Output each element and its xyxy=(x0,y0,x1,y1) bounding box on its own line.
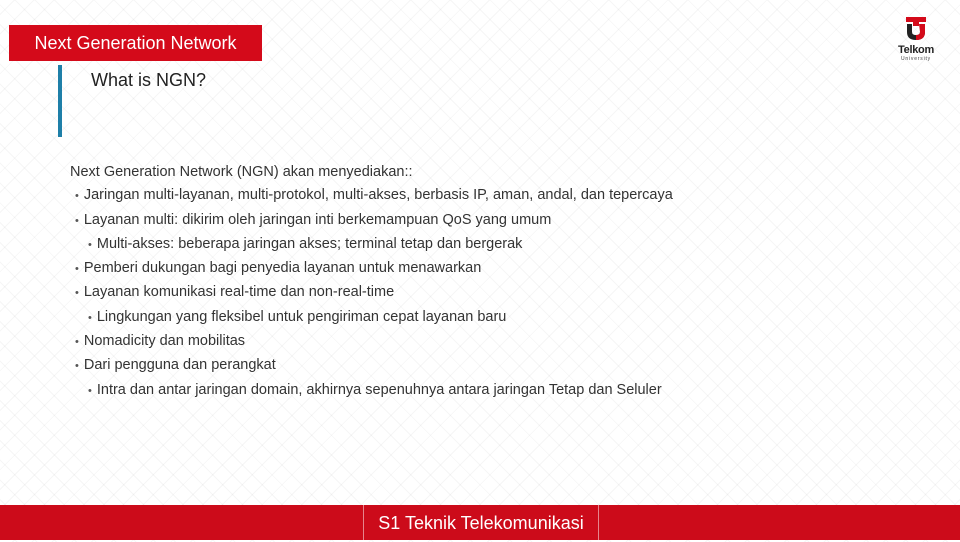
bullet-icon: • xyxy=(88,384,92,397)
list-item xyxy=(70,379,870,403)
list-item xyxy=(70,209,870,233)
list-item xyxy=(70,306,870,330)
list-item-text: Dari pengguna dan perangkat xyxy=(83,357,276,374)
slide-subtitle: What is NGN? xyxy=(91,70,207,90)
list-item xyxy=(70,233,870,257)
bullet-icon: • xyxy=(88,238,92,251)
slide-title: Next Generation Network xyxy=(9,25,262,61)
logo-name: Telkom xyxy=(898,44,934,56)
list-item-text: Layanan multi: dikirim oleh jaringan inti berkemampuan QoS yang umum xyxy=(83,211,552,228)
intro-text: Next Generation Network (NGN) akan menyediakan:: xyxy=(70,164,413,180)
bullet-icon: • xyxy=(88,311,92,324)
bullet-icon: • xyxy=(75,287,79,300)
list-item-text: Jaringan multi-layanan, multi-protokol, multi-akses, berbasis IP, aman, andal, dan tepercaya xyxy=(83,187,673,204)
telkom-university-logo-icon xyxy=(890,14,942,44)
list-item xyxy=(70,281,870,305)
list-item-text: Lingkungan yang fleksibel untuk pengiriman cepat layanan baru xyxy=(96,308,507,325)
bullet-icon: • xyxy=(75,336,79,349)
accent-bar xyxy=(58,65,62,137)
content-body xyxy=(70,161,870,403)
bullet-icon: • xyxy=(75,214,79,227)
list-item-text: Multi-akses: beberapa jaringan akses; terminal tetap dan bergerak xyxy=(96,235,523,252)
bullet-icon: • xyxy=(75,190,79,203)
list-item-text: Nomadicity dan mobilitas xyxy=(83,333,246,350)
list-item xyxy=(70,257,870,281)
bullet-icon: • xyxy=(75,360,79,373)
list-item-text: Pemberi dukungan bagi penyedia layanan untuk menawarkan xyxy=(83,260,482,277)
telkom-university-logo xyxy=(890,14,942,66)
list-item xyxy=(70,330,870,354)
list-item xyxy=(70,184,870,208)
list-item-text: Layanan komunikasi real-time dan non-real-time xyxy=(83,284,395,301)
footer-label: S1 Teknik Telekomunikasi xyxy=(361,505,601,540)
bullet-icon: • xyxy=(75,263,79,276)
list-item xyxy=(70,354,870,378)
list-item-text: Intra dan antar jaringan domain, akhirnya sepenuhnya antara jaringan Tetap dan Seluler xyxy=(96,381,662,398)
logo-subname: University xyxy=(901,56,931,62)
bullet-list xyxy=(70,184,870,403)
